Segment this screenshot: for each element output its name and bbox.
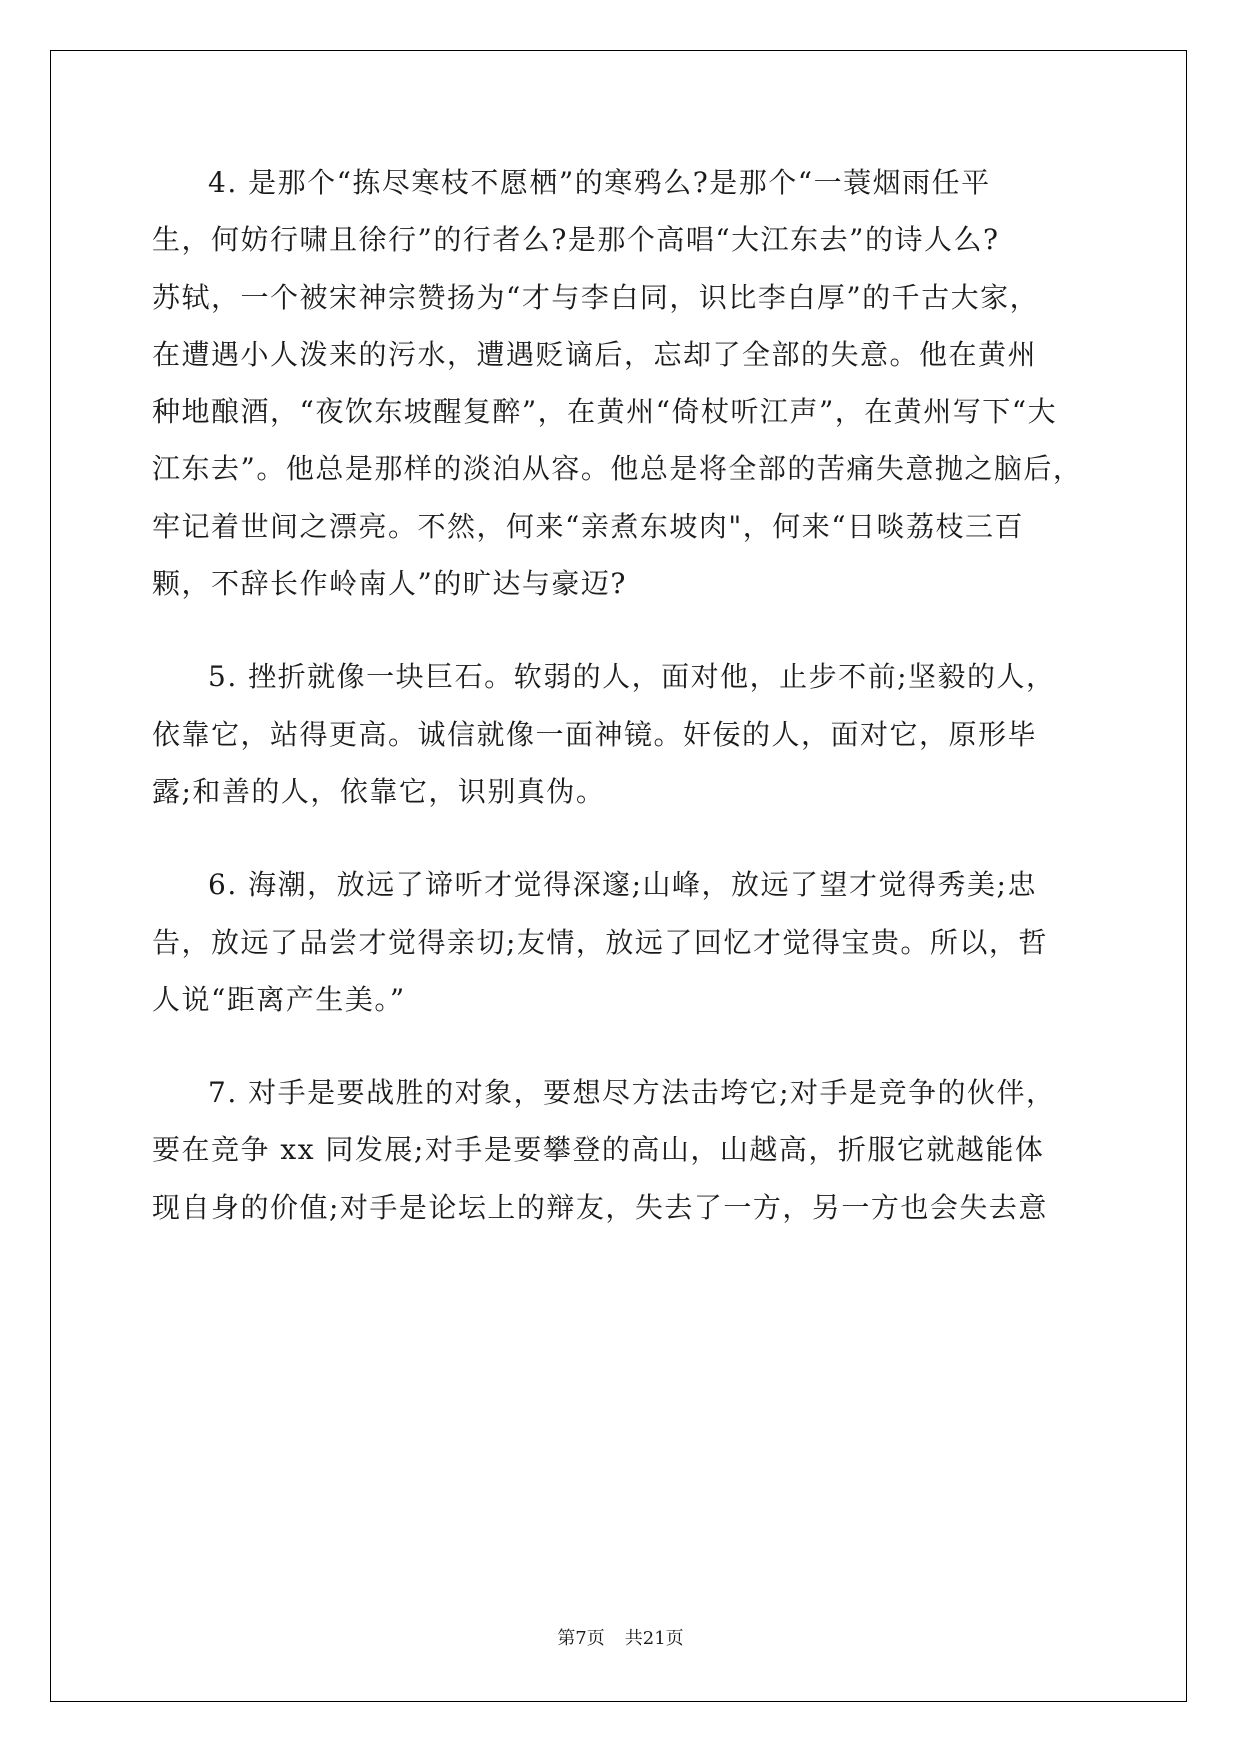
- total-pages: 共21页: [624, 1628, 684, 1649]
- current-page-number: 第7页: [557, 1628, 605, 1649]
- paragraph-6: 6. 海潮，放远了谛听才觉得深邃;山峰，放远了望才觉得秀美;忠 告，放远了品尝才觉得亲切;友情，放远了回忆才觉得宝贵。所以，哲 人说“距离产生美。”: [152, 868, 1048, 1016]
- paragraph-4: 4. 是那个“拣尽寒枝不愿栖”的寒鸦么?是那个“一蓑烟雨任平 生，何妨行啸且徐行”的行者么?是那个高唱“大江东去”的诗人么? 苏轼，一个被宋神宗赞扬为“才与李白同，识比李白厚”的千古大家， 在遭遇小人泼来的污水，遭遇贬谪后，忘却了全部的失意。他在黄州 种地酿酒，“夜饮东坡醒复醉”，在黄州“倚杖听江声”，在黄州写下“大 江东去”。他总是那样的淡泊从容。他总是将全部的苦痛失意抛之脑后， 牢记着世间之漂亮。不然，何来“亲煮东坡肉"，何来“日啖荔枝三百 颗，不辞长作岭南人”的旷达与豪迈?: [152, 166, 1083, 601]
- document-body: [152, 154, 1088, 1272]
- paragraph-7: 7. 对手是要战胜的对象，要想尽方法击垮它;对手是竞争的伙伴， 要在竞争 xx 同发展;对手是要攀登的高山，山越高，折服它就越能体 现自身的价值;对手是论坛上的辩友，失去了一方，另一方也会失去意: [152, 1076, 1056, 1224]
- paragraph-5: 5. 挫折就像一块巨石。软弱的人，面对他，止步不前;坚毅的人， 依靠它，站得更高。诚信就像一面神镜。奸佞的人，面对它，原形毕 露;和善的人，依靠它，识别真伪。: [152, 660, 1056, 808]
- page-footer: [0, 1628, 1241, 1650]
